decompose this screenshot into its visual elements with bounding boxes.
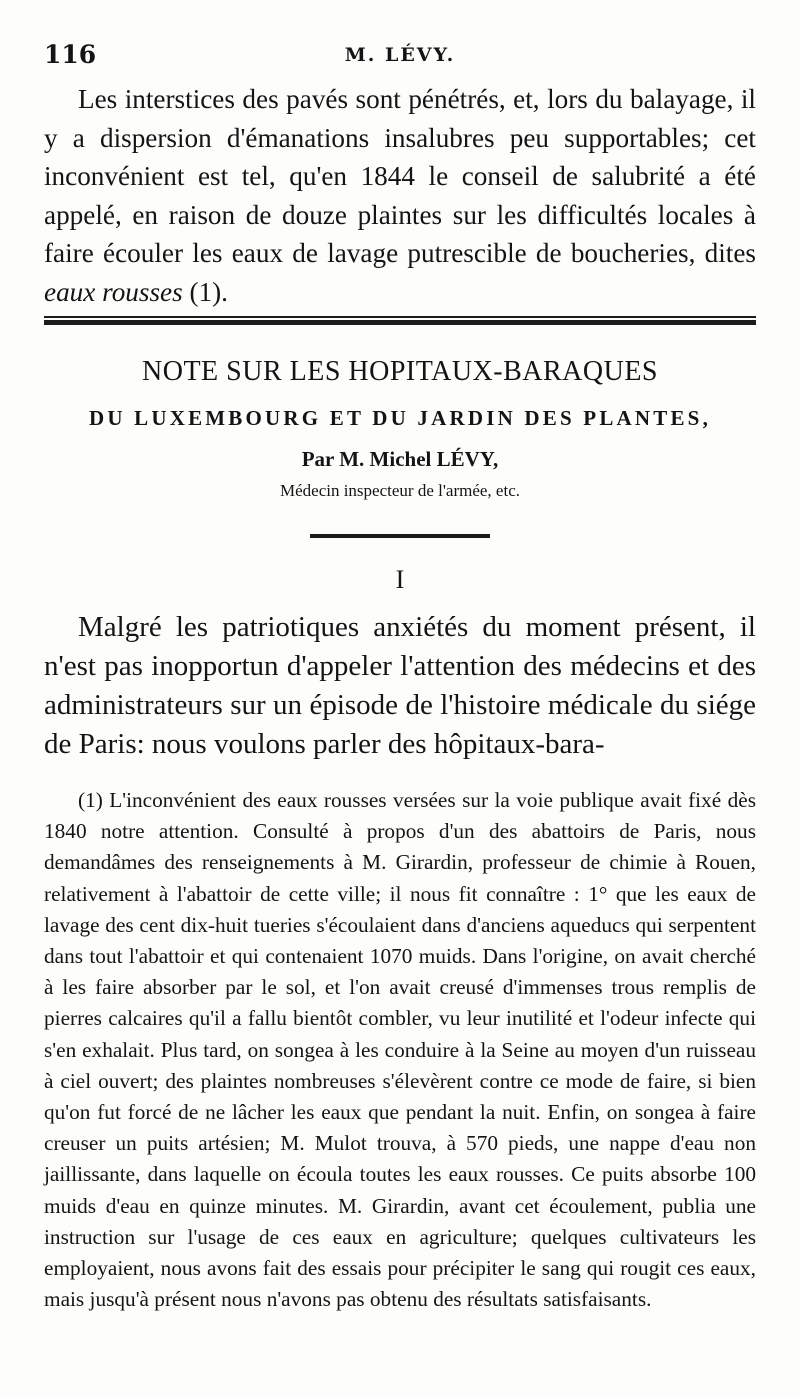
footnote-text: (1) L'inconvénient des eaux rousses versées sur la voie publique avait fixé dès 1840 notre attention. Consulté à propos d'un des abattoirs de Paris, nous demandâmes des renseignements à M. Girardin, professeur de chimie à Rouen, relativement à l'abattoir de cette ville; il nous fit connaître : 1° que les eaux de lavage des cent dix-huit tueries s'écoulaient dans d'anciens aqueducs qui serpentent dans tout l'abattoir et qui contenaient 1070 muids. Dans l'origine, on avait cherché à les faire absorber par le sol, et l'on avait creusé d'immenses trous remplis de pierres calcaires qu'il a fallu bientôt combler, vu leur inutilité et l'odeur infecte qui s'en exhalait. Plus tard, on songea à les conduire à la Seine au moyen d'un ruisseau à ciel ouvert; des plaintes nombreuses s'élevèrent contre ce mode de faire, si bien qu'on fut forcé de ne lâcher les eaux que pendant la nuit. Enfin, on songea à faire creuser un puits artésien; M. Mulot trouva, à 570 pieds, une nappe d'eau non jaillissante, dans laquelle on écoula toutes les eaux rousses. Ce puits absorbe 100 muids d'eau en quinze minutes. M. Girardin, avant cet écoulement, publia une instruction sur l'usage de ces eaux en agriculture; quelques cultivateurs les employaient, nous avons fait des essais pour précipiter le sang qui rougit ces eaux, mais jusqu'à présent nous n'avons pas obtenu des résultats satisfaisants. <box>44 788 756 1312</box>
section-divider-rule <box>44 316 756 325</box>
article-subtitle: DU LUXEMBOURG ET DU JARDIN DES PLANTES, <box>88 406 712 430</box>
intro-italic-term: eaux rousses <box>44 276 183 307</box>
intro-footnote-ref: (1). <box>182 276 228 307</box>
section-number: I <box>395 565 405 594</box>
article-author: Par M. Michel LÉVY, <box>301 447 499 471</box>
running-head: M. LÉVY. <box>344 44 456 66</box>
title-divider-rule <box>310 534 490 538</box>
main-paragraph <box>44 608 756 764</box>
page-header <box>44 40 756 80</box>
intro-text: Les interstices des pavés sont pénétrés, et, lors du balayage, il y a dispersion d'émanations insalubres peu supportables; cet inconvénient est tel, qu'en 1844 le conseil de salubrité a été appelé, en raison de douze plaintes sur les difficultés locales à faire écouler les eaux de lavage putrescible de boucheries, dites <box>44 84 756 269</box>
page-number: 116 <box>44 40 97 69</box>
author-role: Médecin inspecteur de l'armée, etc. <box>279 481 520 500</box>
article-title: NOTE SUR LES HOPITAUX-BARAQUES <box>142 356 658 387</box>
main-paragraph-text: Malgré les patriotiques anxiétés du moment présent, il n'est pas inopportun d'appeler l'attention des médecins et des administrateurs sur un épisode de l'histoire médicale du siége de Paris: nous voulons parler des hôpitaux-bara- <box>44 611 756 760</box>
intro-paragraph <box>44 80 756 312</box>
footnote <box>44 785 756 1315</box>
